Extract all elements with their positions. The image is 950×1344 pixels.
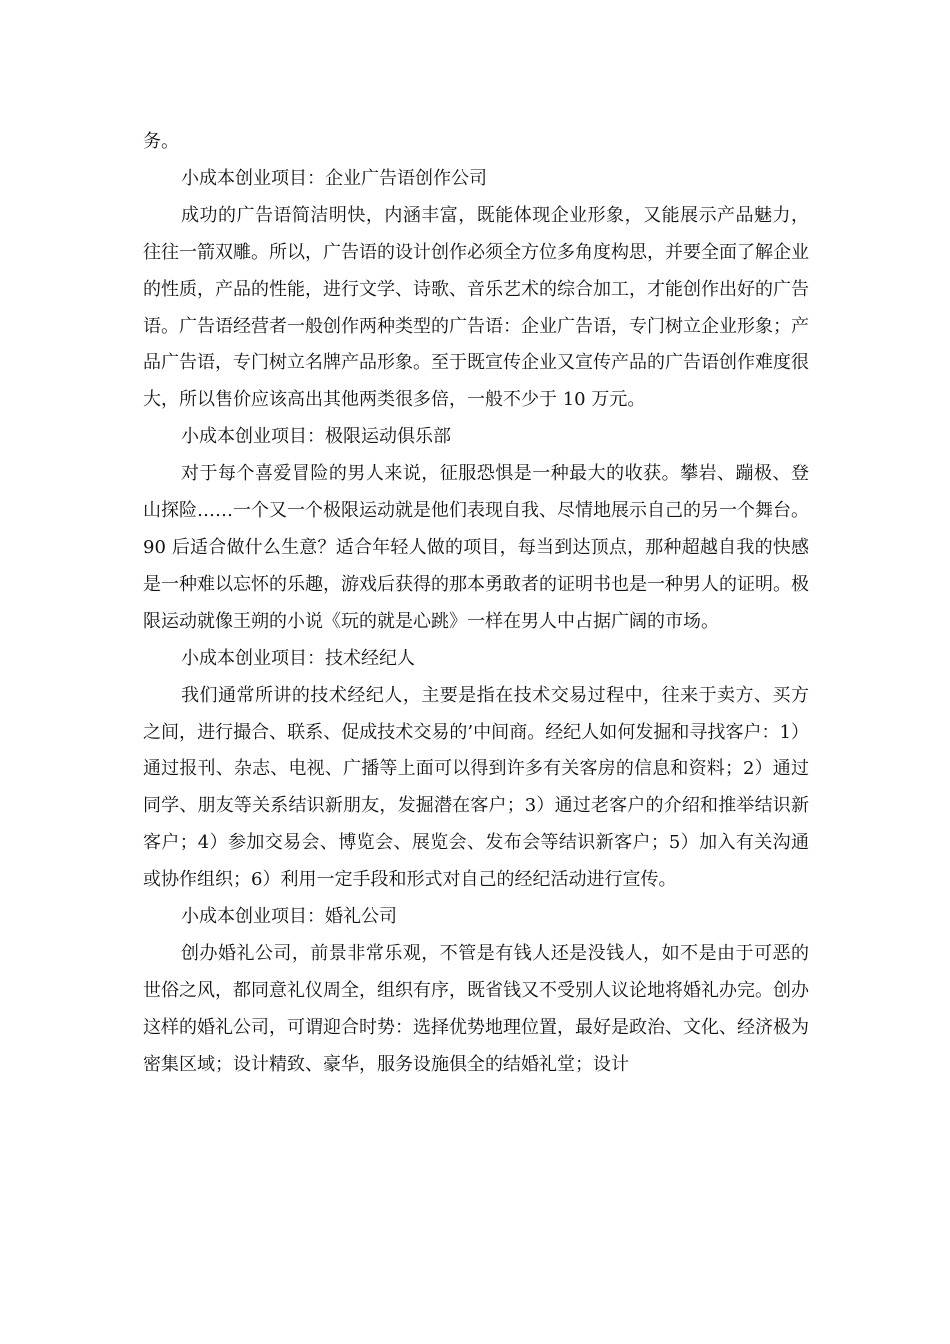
paragraph-continuation: 务。 [143,131,179,152]
document-body [143,124,809,1084]
section-heading-wedding-company: 小成本创业项目：婚礼公司 [181,906,397,928]
section-heading-extreme-sports-club: 小成本创业项目：极限运动俱乐部 [181,426,451,448]
paragraph-extreme-sports: 对于每个喜爱冒险的男人来说，征服恐惧是一种最大的收获。攀岩、蹦极、登山探险……一个又一个极限运动就是他们表现自我、尽情地展示自己的另一个舞台。90 后适合做什么生意？适合年轻人做的项目，每当到达顶点，那种超越自我的快感是一种难以忘怀的乐趣，游戏后获得的那本勇敢者的证明书也是一种男人的证明。极限运动就像王朔的小说《玩的就是心跳》一样在男人中占据广阔的市场。 [143,463,809,632]
paragraph-wedding-company: 创办婚礼公司，前景非常乐观，不管是有钱人还是没钱人，如不是由于可恶的世俗之风，都同意礼仪周全，组织有序，既省钱又不受别人议论地将婚礼办完。创办这样的婚礼公司，可谓迎合时势：选择优势地理位置，最好是政治、文化、经济极为密集区域；设计精致、豪华，服务设施俱全的结婚礼堂；设计 [143,942,809,1075]
paragraph-technology-broker: 我们通常所讲的技术经纪人，主要是指在技术交易过程中，往来于卖方、买方之间，进行撮合、联系、促成技术交易的’中间商。经纪人如何发掘和寻找客户：1）通过报刊、杂志、电视、广播等上面可以得到许多有关客房的信息和资料；2）通过同学、朋友等关系结识新朋友，发掘潜在客户；3）通过老客户的介绍和推举结识新客户；4）参加交易会、博览会、展览会、发布会等结识新客户；5）加入有关沟通或协作组织；6）利用一定手段和形式对自己的经纪活动进行宣传。 [143,684,809,891]
section-heading-ad-slogan-company: 小成本创业项目：企业广告语创作公司 [181,167,487,189]
section-heading-technology-broker: 小成本创业项目：技术经纪人 [181,647,415,669]
paragraph-ad-slogan: 成功的广告语简洁明快，内涵丰富，既能体现企业形象，又能展示产品魅力，往往一箭双雕。所以，广告语的设计创作必须全方位多角度构思，并要全面了解企业的性质，产品的性能，进行文学、诗歌、音乐艺术的综合加工，才能创作出好的广告语。广告语经营者一般创作两种类型的广告语：企业广告语，专门树立企业形象；产品广告语，专门树立名牌产品形象。至于既宣传企业又宣传产品的广告语创作难度很大，所以售价应该高出其他两类很多倍，一般不少于 10 万元。 [143,204,809,411]
